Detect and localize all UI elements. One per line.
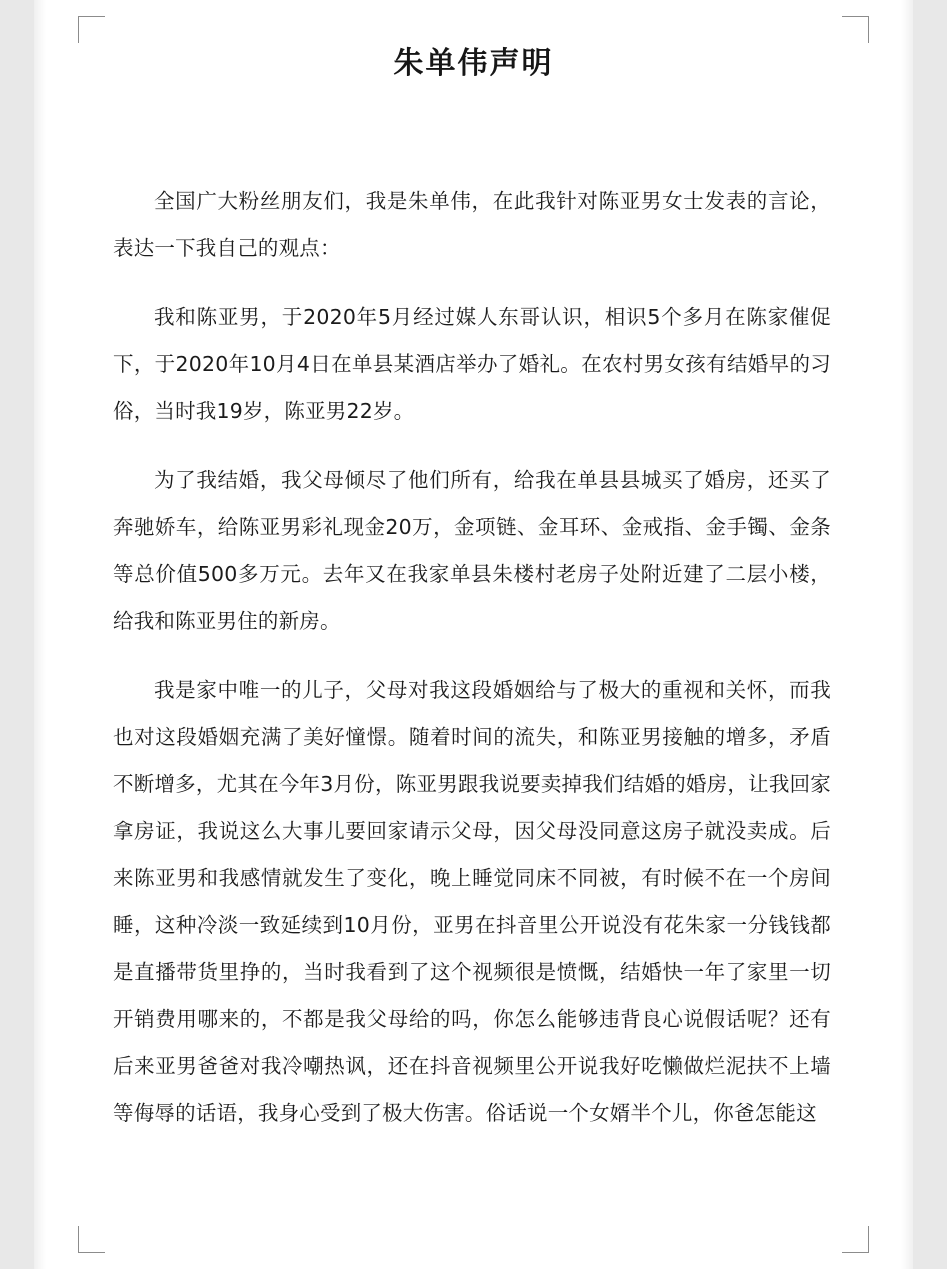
document-body xyxy=(113,178,831,1137)
page-title: 朱单伟声明 xyxy=(393,46,554,81)
paragraph-2: 我和陈亚男，于2020年5月经过媒人东哥认识，相识5个多月在陈家催促下，于2020年10月4日在单县某酒店举办了婚礼。在农村男女孩有结婚早的习俗，当时我19岁，陈亚男22岁。 xyxy=(113,305,831,423)
page-left-margin-band xyxy=(0,0,34,1269)
crop-mark-bottom-right xyxy=(842,1226,869,1253)
crop-mark-bottom-left xyxy=(78,1226,105,1253)
page-right-margin-band xyxy=(913,0,947,1269)
paragraph-3: 为了我结婚，我父母倾尽了他们所有，给我在单县县城买了婚房，还买了奔驰娇车，给陈亚男彩礼现金20万，金项链、金耳环、金戒指、金手镯、金条等总价值500多万元。去年又在我家单县朱楼村老房子处附近建了二层小楼，给我和陈亚男住的新房。 xyxy=(113,468,831,633)
paragraph-4: 我是家中唯一的儿子，父母对我这段婚姻给与了极大的重视和关怀，而我也对这段婚姻充满了美好憧憬。随着时间的流失，和陈亚男接触的增多，矛盾不断增多，尤其在今年3月份，陈亚男跟我说要卖掉我们结婚的婚房，让我回家拿房证，我说这么大事儿要回家请示父母，因父母没同意这房子就没卖成。后来陈亚男和我感情就发生了变化，晚上睡觉同床不同被，有时候不在一个房间睡，这种冷淡一致延续到10月份，亚男在抖音里公开说没有花朱家一分钱钱都是直播带货里挣的，当时我看到了这个视频很是愤慨，结婚快一年了家里一切开销费用哪来的，不都是我父母给的吗，你怎么能够违背良心说假话呢？还有后来亚男爸爸对我冷嘲热讽，还在抖音视频里公开说我好吃懒做烂泥扶不上墙等侮辱的话语，我身心受到了极大伤害。俗话说一个女婿半个儿，你爸怎能这 xyxy=(113,678,831,1125)
paragraph-1: 全国广大粉丝朋友们，我是朱单伟，在此我针对陈亚男女士发表的言论，表达一下我自己的观点： xyxy=(113,189,831,260)
